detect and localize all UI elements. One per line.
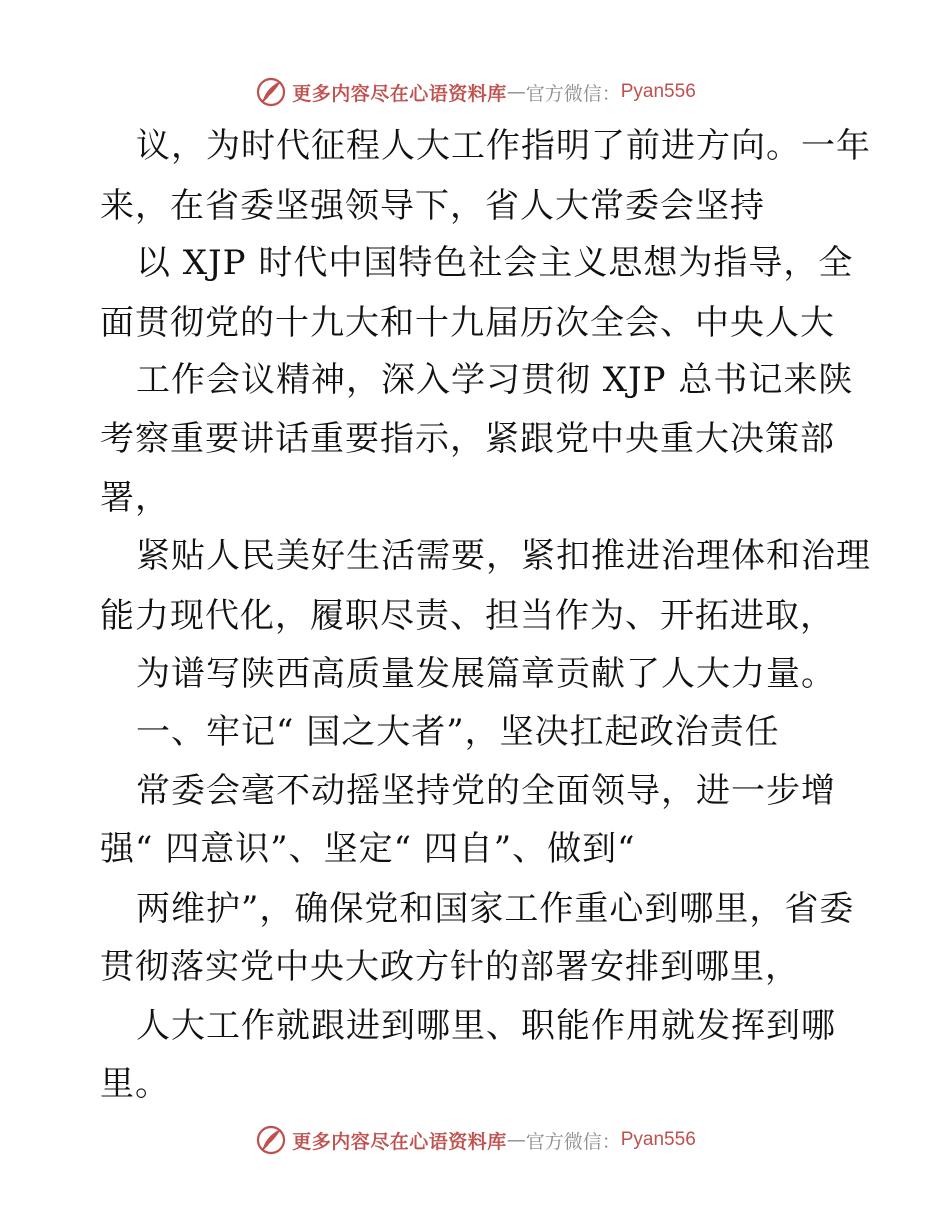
banner-text: 更多内容尽在心语资料库 (292, 1130, 507, 1153)
feather-pen-icon (254, 75, 288, 109)
text-line: 来，在省委坚强领导下，省人大常委会坚持 (100, 186, 765, 226)
wechat-id: Pyan556 (620, 1129, 696, 1150)
section-heading: 一、牢记“ 国之大者”，坚决扛起政治责任 (136, 712, 780, 752)
text-line: 贯彻落实党中央大政方针的部署安排到哪里， (100, 947, 800, 987)
text-line: 议，为时代征程人大工作指明了前进方向。一年 (136, 126, 871, 166)
footer-banner (0, 1120, 950, 1160)
text-line: 里。 (100, 1064, 170, 1104)
wechat-label: 官方微信： (525, 1130, 621, 1153)
banner-text: 更多内容尽在心语资料库 (292, 82, 507, 105)
text-line: 能力现代化，履职尽责、担当作为、开拓进取， (100, 596, 835, 636)
header-banner (0, 72, 950, 112)
text-line: 强“ 四意识”、坚定“ 四自”、做到“ (100, 829, 636, 869)
wechat-id: Pyan556 (620, 81, 696, 102)
text-line: 署， (100, 478, 170, 518)
banner-separator: — (506, 81, 526, 103)
text-line: 常委会毫不动摇坚持党的全面领导，进一步增 (136, 771, 836, 811)
text-line: 工作会议精神，深入学习贯彻 XJP 总书记来陕 (136, 360, 854, 400)
text-line: 两维护”，确保党和国家工作重心到哪里，省委 (136, 889, 855, 929)
text-line: 考察重要讲话重要指示，紧跟党中央重大决策部 (100, 419, 835, 459)
text-line: 人大工作就跟进到哪里、职能作用就发挥到哪 (136, 1006, 836, 1046)
text-line: 紧贴人民美好生活需要，紧扣推进治理体和治理 (136, 536, 871, 576)
wechat-label: 官方微信： (525, 82, 621, 105)
banner-separator: — (506, 1129, 526, 1151)
text-line: 为谱写陕西高质量发展篇章贡献了人大力量。 (136, 654, 836, 694)
text-line: 以 XJP 时代中国特色社会主义思想为指导，全 (136, 243, 854, 283)
text-line: 面贯彻党的十九大和十九届历次全会、中央人大 (100, 303, 835, 343)
feather-pen-icon (254, 1123, 288, 1157)
